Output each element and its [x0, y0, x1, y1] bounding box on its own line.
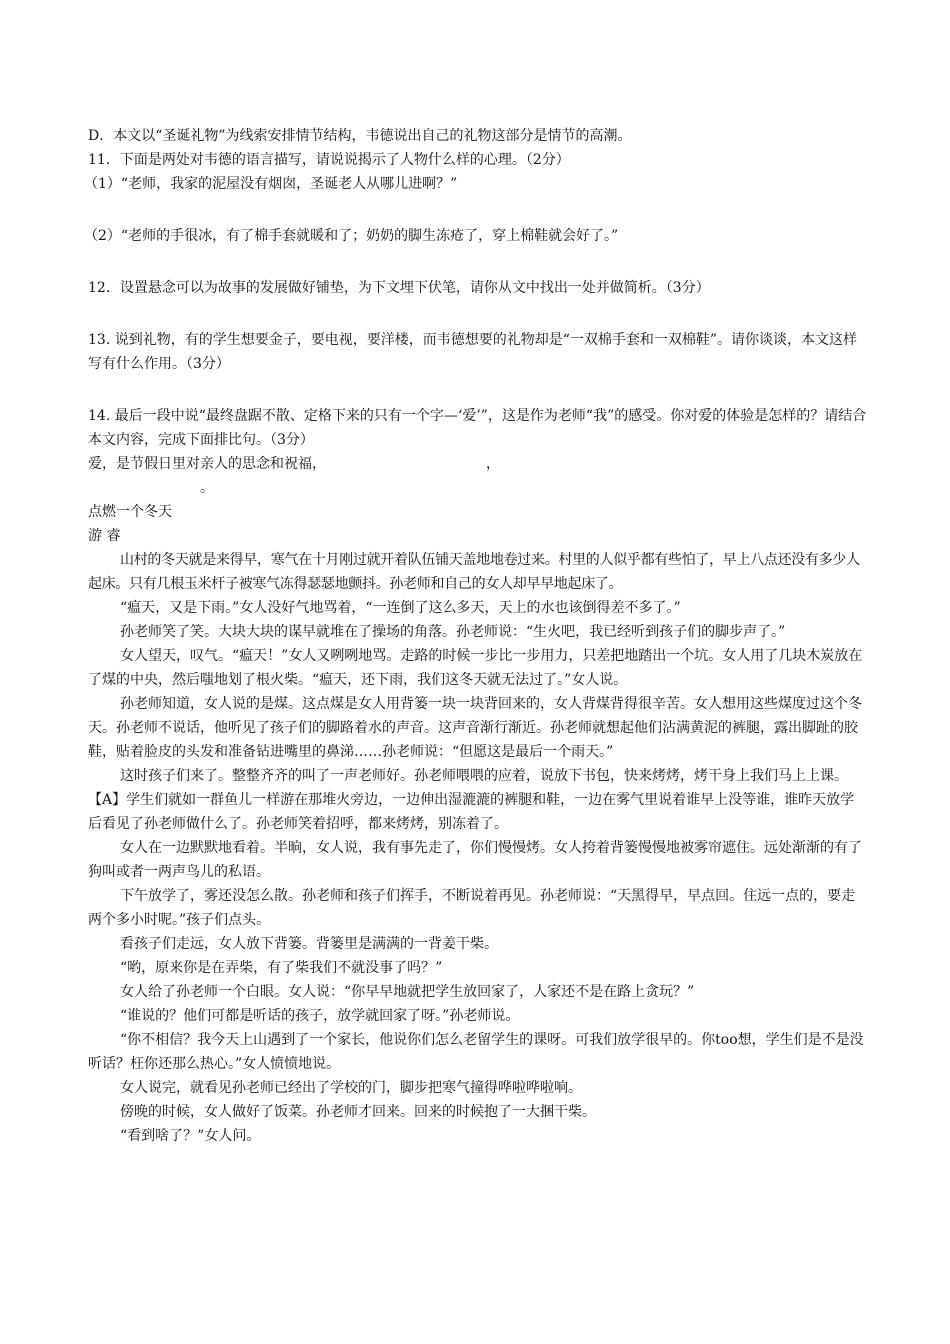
story-paragraph: 下午放学了，雾还没怎么散。孙老师和孩子们挥手，不断说着再见。孙老师说：“天黑得早，早点回。住远一点的，要走两个多小时呢。”孩子们点头。: [88, 888, 856, 928]
question-14-prompt: 爱，是节假日里对亲人的思念和祝福，: [88, 456, 326, 472]
document-page: [84, 124, 868, 1148]
question-14-period: 。: [200, 480, 214, 496]
story-paragraph: “哟，原来你是在弄柴，有了柴我们不就没事了吗？”: [120, 960, 443, 976]
story-paragraph: 看孩子们走远，女人放下背篓。背篓里是满满的一背姜干柴。: [120, 936, 498, 952]
story-paragraph: 傍晚的时候，女人做好了饭菜。孙老师才回来。回来的时候抱了一大捆干柴。: [120, 1104, 596, 1120]
story-paragraph: 孙老师笑了笑。大块大块的谋早就堆在了操场的角落。孙老师说：“生火吧，我已经听到孩子们的脚步声了。”: [120, 624, 786, 640]
story-paragraph: “看到啥了？”女人问。: [120, 1128, 261, 1144]
question-11-part-2: （2）“老师的手很冰，有了棉手套就暖和了；奶奶的脚生冻疮了，穿上棉鞋就会好了。”: [84, 228, 619, 244]
story-title: 点燃一个冬天: [88, 504, 172, 520]
question-d-option: D．本文以“圣诞礼物”为线索安排情节结构，韦德说出自己的礼物这部分是情节的高潮。: [88, 128, 632, 144]
question-12: 12．设置悬念可以为故事的发展做好铺垫，为下文埋下伏笔，请你从文中找出一处并做简析。（3分）: [88, 280, 710, 296]
story-paragraph: 这时孩子们来了。整整齐齐的叫了一声老师好。孙老师喂喂的应着，说放下书包，快来烤烤，烤干身上我们马上上课。【A】学生们就如一群鱼儿一样游在那堆火旁边，一边伸出湿漉漉的裤腿和鞋，一边在雾气里说着谁早上没等谁，谁昨天放学后看见了孙老师做什么了。孙老师笑着招呼，都来烤烤，别冻着了。: [88, 768, 855, 832]
story-paragraph: 女人望天，叹气。“瘟天！”女人又咧咧地骂。走路的时候一步比一步用力，只差把地踏出一个坑。女人用了几块木炭放在了煤的中央，然后嗤地划了根火柴。“瘟天，还下雨，我们这冬天就无法过了。”女人说。: [88, 648, 863, 688]
question-13: 13. 说到礼物，有的学生想要金子，要电视，要洋楼，而韦德想要的礼物却是“一双棉手套和一双棉鞋”。请你谈谈，本文这样写有什么作用。（3分）: [88, 332, 858, 372]
story-paragraph: 孙老师知道，女人说的是煤。这点煤是女人用背篓一块一块背回来的，女人背煤背得很辛苦。女人想用这些煤度过这个冬天。孙老师不说话，他听见了孩子们的脚路着水的声音。这声音渐行渐近。孙老师就想起他们沾满黄泥的裤腿，露出脚趾的胶鞋，贴着脸皮的头发和准备钻进嘴里的鼻涕……孙老师说：“但愿这是最后一个雨天。”: [88, 696, 862, 760]
story-author: 游 睿: [88, 528, 121, 544]
story-paragraph: “你不相信？我今天上山遇到了一个家长，他说你们怎么老留学生的课呀。可我们放学很早的。你too想，学生们是不是没听话？枉你还那么热心。”女人愤愤地说。: [88, 1032, 864, 1072]
question-14: 14. 最后一段中说“最终盘踞不散、定格下来的只有一个字—‘爱’”，这是作为老师“我”的感受。你对爱的体验是怎样的？请结合本文内容，完成下面排比句。（3分）: [88, 408, 867, 448]
question-14-comma: ，: [486, 456, 500, 472]
story-paragraph: “谁说的？他们可都是听话的孩子，放学就回家了呀。”孙老师说。: [120, 1008, 520, 1024]
story-paragraph: “瘟天，又是下雨。”女人没好气地骂着，“一连倒了这么多天，天上的水也该倒得差不多了。”: [120, 600, 681, 616]
story-paragraph: 女人说完，就看见孙老师已经出了学校的门，脚步把寒气撞得哗啦哗啦响。: [120, 1080, 582, 1096]
story-paragraph: 山村的冬天就是来得早，寒气在十月刚过就开着队伍铺天盖地地卷过来。村里的人似乎都有些怕了，早上八点还没有多少人起床。只有几根玉米杆子被寒气冻得瑟瑟地颤抖。孙老师和自己的女人却早早地起床了。: [88, 552, 860, 592]
story-body: [88, 548, 868, 1148]
story-paragraph: 女人在一边默默地看着。半晌，女人说，我有事先走了，你们慢慢烤。女人挎着背篓慢慢地被雾帘遮住。远处渐渐的有了狗叫或者一两声鸟儿的私语。: [88, 840, 862, 880]
question-14-prompt-line: [88, 452, 868, 476]
question-11-part-1: （1）“老师，我家的泥屋没有烟囱，圣诞老人从哪儿进啊？”: [84, 176, 458, 192]
question-11: 11．下面是两处对韦德的语言描写，请说说揭示了人物什么样的心理。（2分）: [88, 152, 570, 168]
story-paragraph: 女人给了孙老师一个白眼。女人说：“你早早地就把学生放回家了，人家还不是在路上贪玩？”: [120, 984, 695, 1000]
